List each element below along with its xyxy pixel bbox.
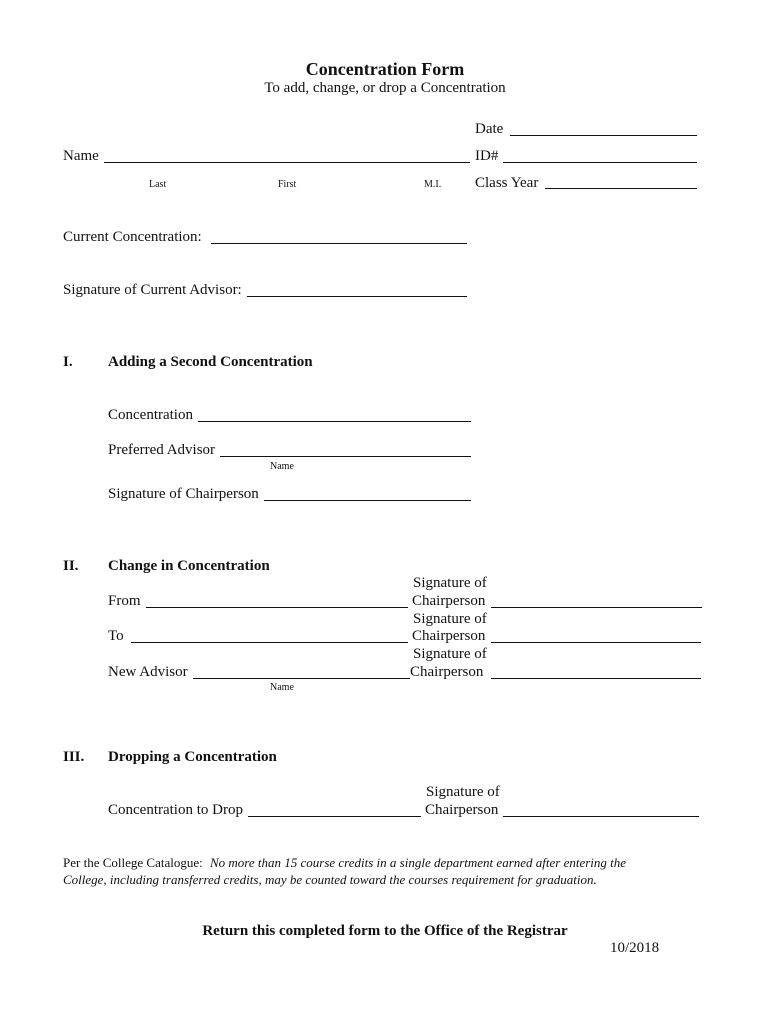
date-field[interactable] [510, 135, 697, 136]
from-chair-signature-field[interactable] [491, 607, 702, 608]
id-field[interactable] [503, 162, 697, 163]
name-last-caption: Last [149, 179, 167, 190]
to-chair-signature-field[interactable] [491, 642, 701, 643]
name-mi-caption: M.I. [424, 179, 442, 190]
to-chair-chairperson: Chairperson [412, 628, 486, 644]
drop-chair-chairperson: Chairperson [425, 802, 499, 818]
date-label: Date [475, 121, 504, 137]
catalogue-text-1: No more than 15 course credits in a single department earned after entering the [209, 855, 627, 870]
current-advisor-signature-label: Signature of Current Advisor: [63, 282, 242, 298]
add-concentration-field[interactable] [198, 421, 471, 422]
catalogue-note-line-2: College, including transferred credits, may be counted toward the courses requirement for graduation. [63, 872, 597, 887]
from-field[interactable] [146, 607, 408, 608]
form-version: 10/2018 [610, 940, 660, 956]
add-chair-signature-label: Signature of Chairperson [108, 486, 259, 502]
section-1-heading: Adding a Second Concentration [108, 354, 313, 370]
name-label: Name [63, 148, 99, 164]
preferred-advisor-name-caption: Name [270, 461, 294, 472]
add-chair-signature-field[interactable] [264, 500, 471, 501]
from-chair-sig-of: Signature of [413, 575, 487, 591]
new-advisor-label: New Advisor [108, 664, 188, 680]
to-chair-sig-of: Signature of [413, 611, 487, 627]
section-3-heading: Dropping a Concentration [108, 749, 277, 765]
catalogue-note-line-1 [63, 855, 626, 871]
drop-concentration-label: Concentration to Drop [108, 802, 243, 818]
advisor-chair-chairperson: Chairperson [410, 664, 484, 680]
from-label: From [108, 593, 141, 609]
return-note: Return this completed form to the Office of the Registrar [202, 923, 568, 939]
catalogue-prefix: Per the College Catalogue: [63, 855, 203, 870]
to-field[interactable] [131, 642, 408, 643]
section-2-heading: Change in Concentration [108, 558, 270, 574]
form-title: Concentration Form [305, 59, 465, 79]
section-2-numeral: II. [63, 558, 79, 574]
new-advisor-name-caption: Name [270, 682, 294, 693]
current-concentration-field[interactable] [211, 243, 467, 244]
drop-chair-sig-of: Signature of [426, 784, 500, 800]
to-label: To [108, 628, 124, 644]
preferred-advisor-field[interactable] [220, 456, 471, 457]
section-1-numeral: I. [63, 354, 73, 370]
form-subtitle: To add, change, or drop a Concentration [264, 80, 506, 96]
drop-chair-signature-field[interactable] [503, 816, 699, 817]
new-advisor-field[interactable] [193, 678, 410, 679]
drop-concentration-field[interactable] [248, 816, 421, 817]
preferred-advisor-label: Preferred Advisor [108, 442, 216, 458]
class-year-label: Class Year [475, 175, 539, 191]
add-concentration-label: Concentration [108, 407, 193, 423]
advisor-chair-sig-of: Signature of [413, 646, 487, 662]
section-3-numeral: III. [63, 749, 85, 765]
current-advisor-signature-field[interactable] [247, 296, 467, 297]
name-field[interactable] [104, 162, 470, 163]
class-year-field[interactable] [545, 188, 697, 189]
current-concentration-label: Current Concentration: [63, 229, 202, 245]
name-first-caption: First [278, 179, 297, 190]
from-chair-chairperson: Chairperson [412, 593, 486, 609]
advisor-chair-signature-field[interactable] [491, 678, 701, 679]
id-label: ID# [475, 148, 499, 164]
